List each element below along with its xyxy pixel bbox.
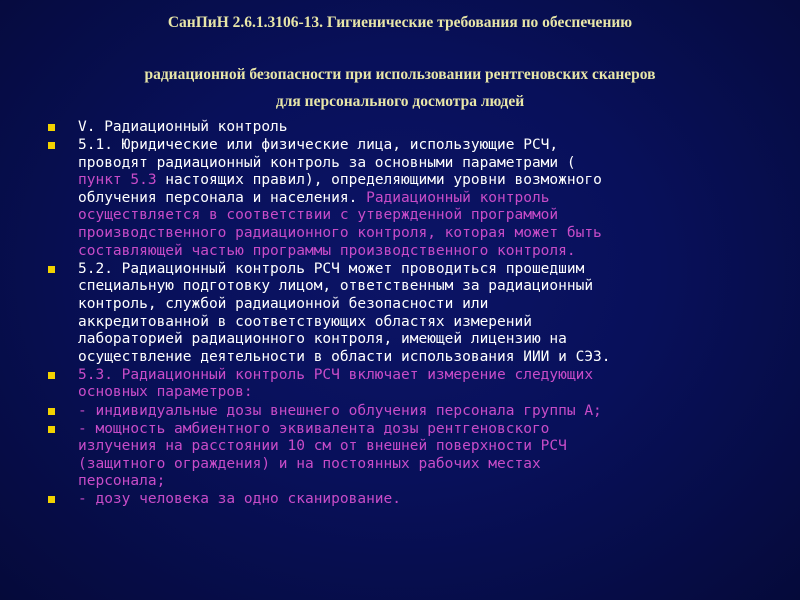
link-punkt-5-3[interactable]: пункт 5.3 (78, 172, 157, 189)
item-text: лабораторией радиационного контроля, имеющей лицензию на (78, 331, 567, 348)
list-item-5-1 (48, 137, 778, 260)
highlighted-text: производственного радиационного контроля, которая может быть (78, 225, 602, 242)
highlighted-text: - мощность амбиентного эквивалента дозы рентгеновского (78, 420, 550, 437)
list-item-scan-dose (48, 491, 778, 509)
highlighted-text: осуществляется в соответствии с утвержденной программой (78, 207, 559, 224)
highlighted-text: персонала; (78, 473, 166, 490)
title-line-1: СанПиН 2.6.1.3106-13. Гигиенические требования по обеспечению (167, 14, 633, 31)
bullet-list (48, 119, 778, 510)
bullet-icon (48, 496, 55, 503)
item-text: осуществление деятельности в области использования ИИИ и СЭЗ. (78, 348, 611, 365)
list-item-individual-doses (48, 403, 778, 421)
highlighted-text: - дозу человека за одно сканирование. (78, 491, 402, 508)
bullet-icon (48, 426, 55, 433)
bullet-icon (48, 408, 55, 415)
highlighted-text: Радиационный контроль (366, 189, 550, 206)
title-line-2: радиационной безопасности при использовании рентгеновских сканеров (144, 66, 656, 83)
highlighted-text: основных параметров: (78, 384, 253, 401)
item-text: специальную подготовку лицом, ответственным за радиационный (78, 278, 594, 295)
list-item-radiation-control (48, 119, 778, 137)
bullet-icon (48, 142, 55, 149)
highlighted-text: (защитного ограждения) и на постоянных рабочих местах (78, 455, 541, 472)
item-text: облучения персонала и населения. (78, 189, 358, 206)
list-item-5-3 (48, 367, 778, 402)
item-text: V. Радиационный контроль (78, 119, 288, 135)
list-item-5-2 (48, 261, 778, 367)
bullet-icon (48, 124, 55, 131)
highlighted-text: излучения на расстоянии 10 см от внешней поверхности РСЧ (78, 438, 567, 455)
highlighted-text: 5.3. Радиационный контроль РСЧ включает измерение следующих (78, 366, 594, 383)
item-text: настоящих правил), определяющими уровни возможного (156, 172, 602, 189)
item-text-mixed (78, 190, 778, 208)
item-text: 5.1. Юридические или физические лица, использующие РСЧ, (78, 137, 559, 154)
item-text: проводят радиационный контроль за основными параметрами ( (78, 154, 576, 171)
highlighted-text: - индивидуальные дозы внешнего облучения персонала группы А; (78, 402, 602, 419)
highlighted-text: составляющей частью программы производственного контроля. (78, 242, 576, 259)
item-text-mixed (78, 172, 778, 190)
list-item-ambient-dose-rate (48, 421, 778, 491)
item-text: аккредитованной в соответствующих областях измерений (78, 313, 532, 330)
item-text: 5.2. Радиационный контроль РСЧ может проводиться прошедшим (78, 260, 585, 277)
item-text: контроль, службой радиационной безопасности или (78, 295, 489, 312)
bullet-icon (48, 372, 55, 379)
bullet-icon (48, 266, 55, 273)
title-line-3: для персонального досмотра людей (275, 93, 525, 110)
